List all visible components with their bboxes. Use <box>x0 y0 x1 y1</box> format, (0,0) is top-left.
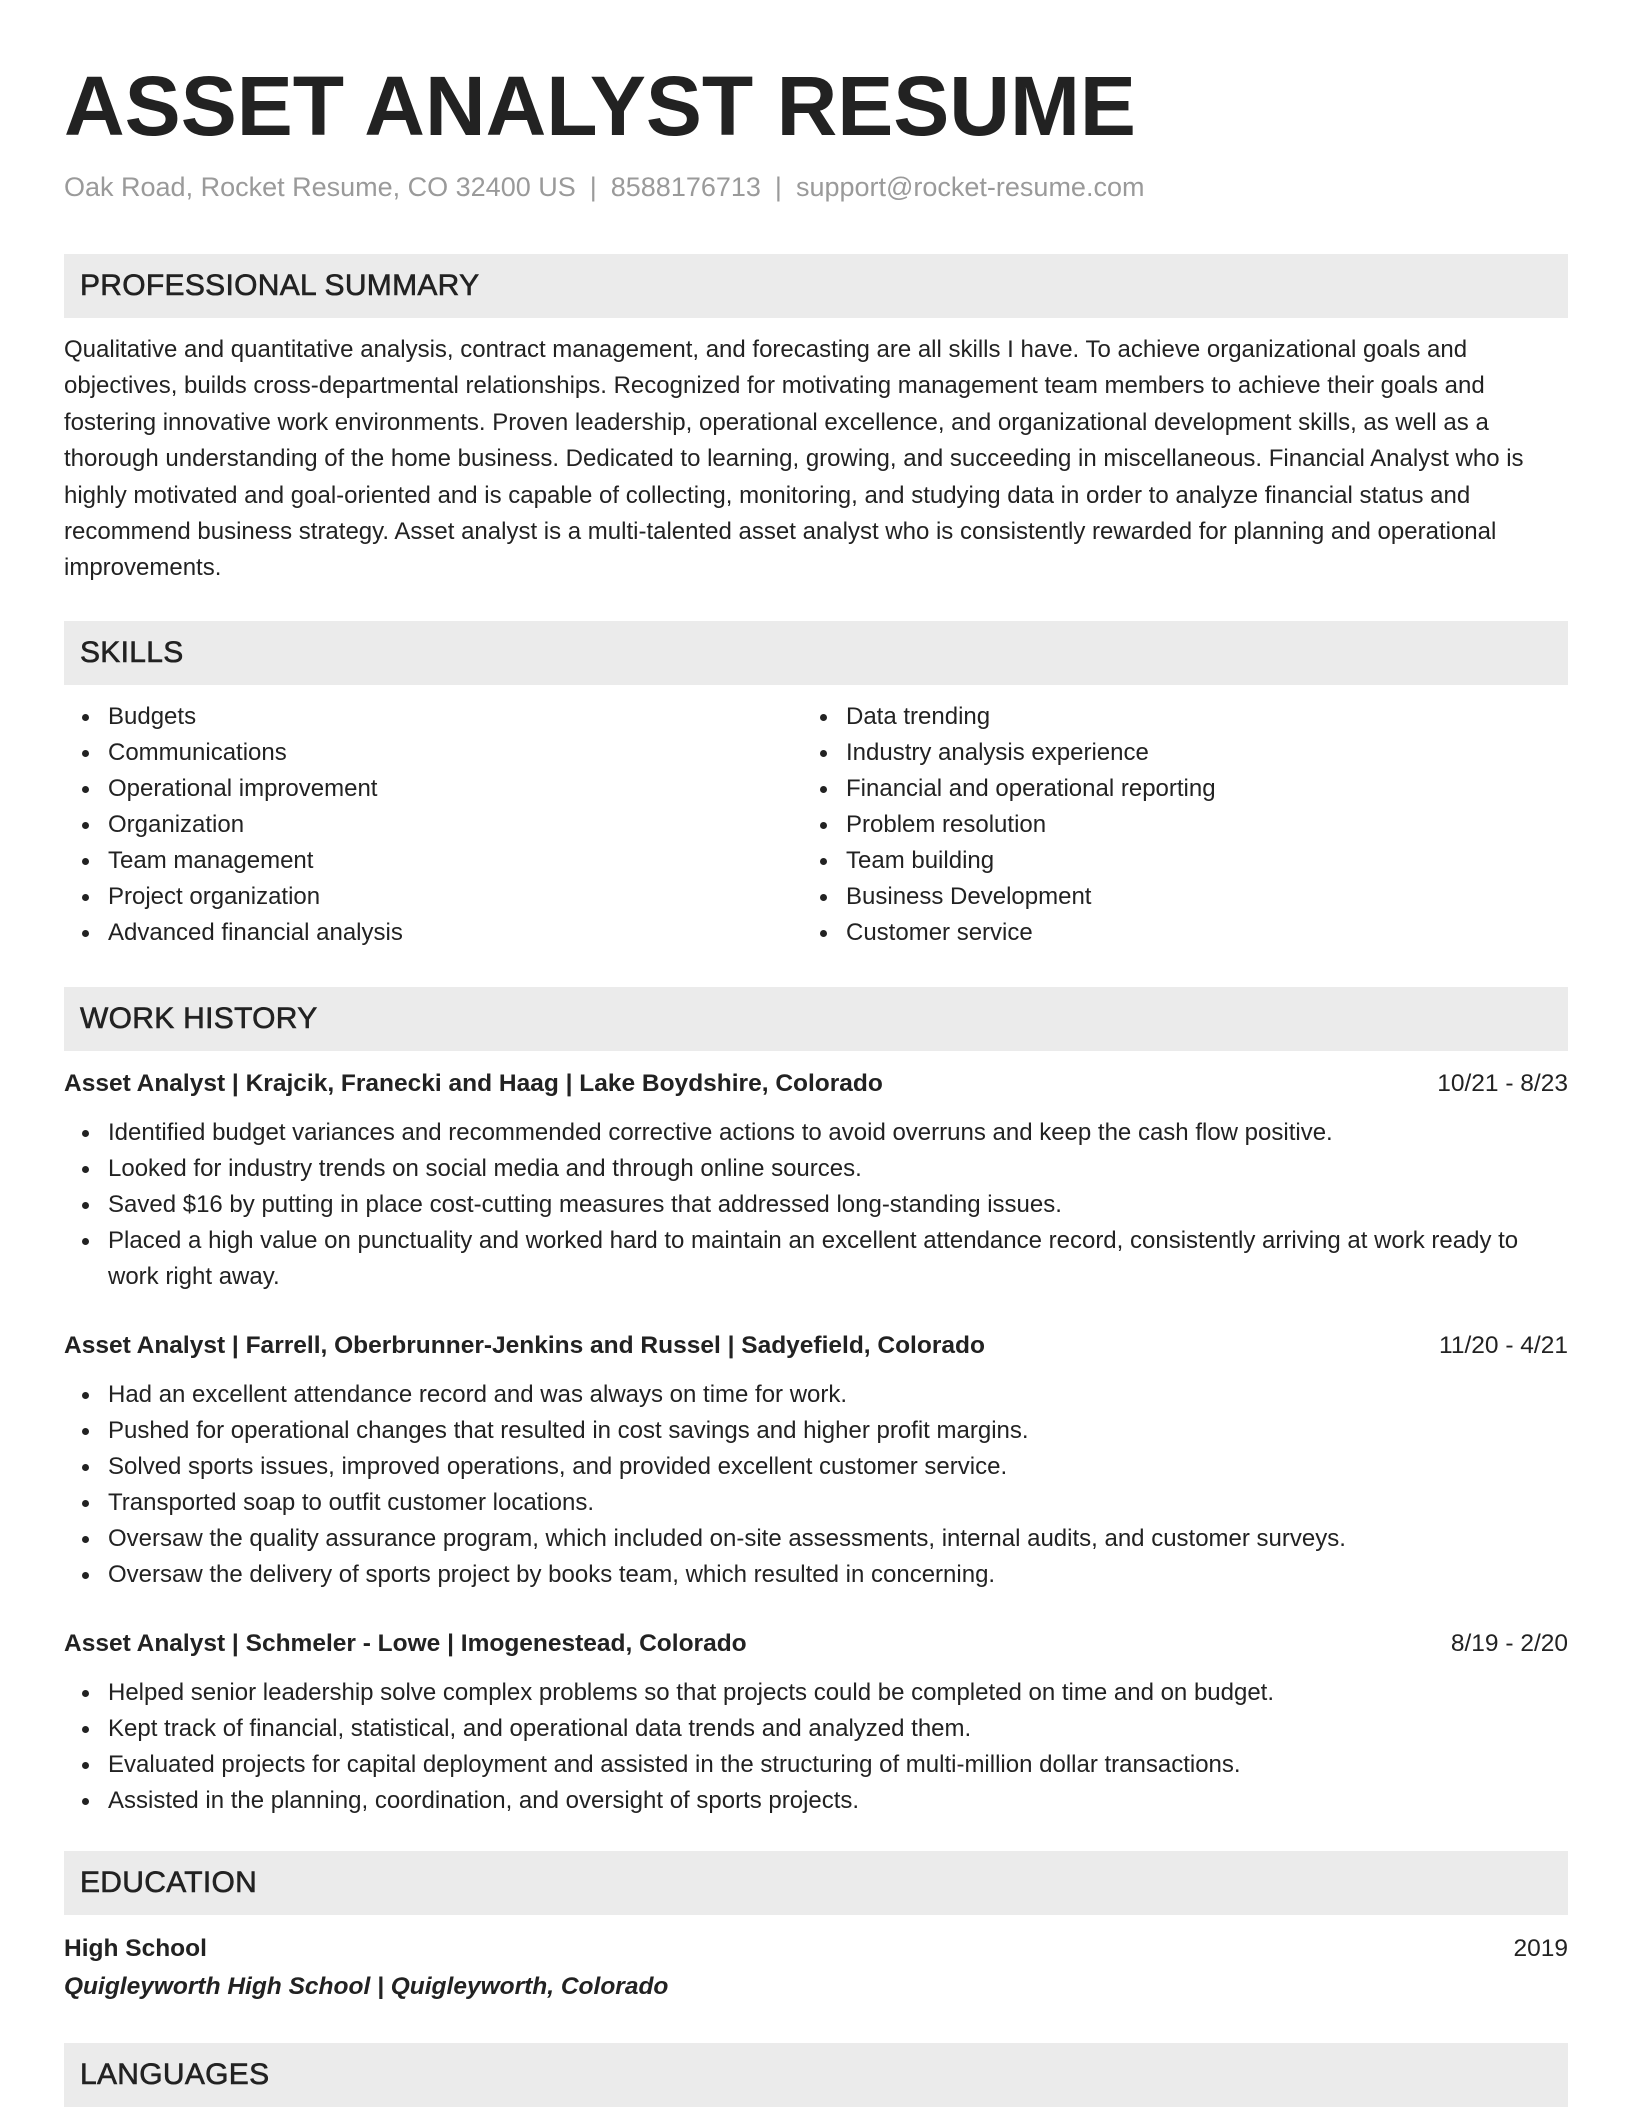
job-title: Asset Analyst | Farrell, Oberbrunner-Jenkins and Russel | Sadyefield, Colorado <box>64 1331 985 1359</box>
job-bullet: Assisted in the planning, coordination, and oversight of sports projects. <box>108 1783 1568 1819</box>
skill-item: Business Development <box>846 879 1568 915</box>
job-bullet: Had an excellent attendance record and was always on time for work. <box>108 1377 1568 1413</box>
summary-text: Qualitative and quantitative analysis, contract management, and forecasting are all skills I have. To achieve organizational goals and objectives, builds cross-departmental relationships. Recognized for motivating management team members to achieve their goals and fostering innovative work environments. Proven leadership, operational excellence, and organizational development skills, as well as a thorough understanding of the home business. Dedicated to learning, growing, and succeeding in miscellaneous. Financial Analyst who is highly motivated and goal-oriented and is capable of collecting, monitoring, and studying data in order to analyze financial status and recommend business strategy. Asset analyst is a multi-talented asset analyst who is consistently rewarded for planning and operational improvements. <box>64 336 1524 582</box>
skill-item: Industry analysis experience <box>846 735 1568 771</box>
skill-item: Problem resolution <box>846 807 1568 843</box>
job-dates: 11/20 - 4/21 <box>1439 1331 1568 1359</box>
skill-item: Team management <box>108 843 816 879</box>
education-degree: High School <box>64 1934 207 1962</box>
skills-column-left <box>64 699 816 951</box>
skill-item: Communications <box>108 735 816 771</box>
skill-item: Organization <box>108 807 816 843</box>
skill-item: Financial and operational reporting <box>846 771 1568 807</box>
job-bullet: Pushed for operational changes that resulted in cost savings and higher profit margins. <box>108 1413 1568 1449</box>
job-bullet: Evaluated projects for capital deployment and assisted in the structuring of multi-million dollar transactions. <box>108 1747 1568 1783</box>
work-section-header <box>64 987 1568 1051</box>
skills-section-header <box>64 621 1568 685</box>
skill-item: Operational improvement <box>108 771 816 807</box>
job-entry <box>64 1329 1568 1593</box>
education-school: Quigleyworth High School | Quigleyworth, Colorado <box>64 1972 669 2000</box>
job-bullets <box>64 1115 1568 1295</box>
skills-column-right <box>816 699 1568 951</box>
education-year: 2019 <box>1513 1934 1568 1962</box>
job-bullet: Kept track of financial, statistical, and operational data trends and analyzed them. <box>108 1711 1568 1747</box>
education-entry <box>64 1931 1568 1967</box>
summary-heading: PROFESSIONAL SUMMARY <box>80 269 480 302</box>
job-bullet: Placed a high value on punctuality and worked hard to maintain an excellent attendance record, consistently arriving at work ready to work right away. <box>108 1223 1568 1295</box>
education-section-header <box>64 1851 1568 1915</box>
work-heading: WORK HISTORY <box>80 1001 318 1035</box>
contact-phone[interactable]: 8588176713 <box>610 172 761 202</box>
job-header <box>64 1627 1568 1661</box>
job-bullet: Looked for industry trends on social media and through online sources. <box>108 1151 1568 1187</box>
skill-item: Customer service <box>846 915 1568 951</box>
contact-separator: | <box>589 172 597 202</box>
job-dates: 10/21 - 8/23 <box>1437 1069 1568 1097</box>
skills-heading: SKILLS <box>80 635 184 669</box>
skill-item: Data trending <box>846 699 1568 735</box>
job-bullets <box>64 1377 1568 1593</box>
skill-item: Advanced financial analysis <box>108 915 816 951</box>
skills-grid <box>64 699 1568 951</box>
job-bullet: Oversaw the quality assurance program, which included on-site assessments, internal audits, and customer surveys. <box>108 1521 1568 1557</box>
contact-email[interactable]: support@rocket-resume.com <box>795 172 1145 202</box>
contact-address: Oak Road, Rocket Resume, CO 32400 US <box>64 172 576 202</box>
job-dates: 8/19 - 2/20 <box>1450 1629 1568 1657</box>
resume-title: ASSET ANALYST RESUME <box>64 59 1136 153</box>
job-bullet: Identified budget variances and recommended corrective actions to avoid overruns and keep the cash flow positive. <box>108 1115 1568 1151</box>
job-bullet: Solved sports issues, improved operations, and provided excellent customer service. <box>108 1449 1568 1485</box>
skill-item: Project organization <box>108 879 816 915</box>
job-header <box>64 1329 1568 1363</box>
job-header <box>64 1067 1568 1101</box>
job-entry <box>64 1627 1568 1819</box>
languages-heading: LANGUAGES <box>80 2057 270 2091</box>
job-bullet: Oversaw the delivery of sports project by books team, which resulted in concerning. <box>108 1557 1568 1593</box>
job-bullet: Saved $16 by putting in place cost-cutting measures that addressed long-standing issues. <box>108 1187 1568 1223</box>
contact-separator: | <box>774 172 782 202</box>
job-title: Asset Analyst | Krajcik, Franecki and Haag | Lake Boydshire, Colorado <box>64 1069 883 1097</box>
job-entry <box>64 1067 1568 1295</box>
job-title: Asset Analyst | Schmeler - Lowe | Imogenestead, Colorado <box>64 1629 747 1657</box>
skill-item: Team building <box>846 843 1568 879</box>
languages-section-header <box>64 2043 1568 2107</box>
summary-section-header <box>64 254 1568 318</box>
job-bullets <box>64 1675 1568 1819</box>
contact-line <box>64 170 1568 204</box>
education-heading: EDUCATION <box>80 1865 258 1899</box>
job-bullet: Transported soap to outfit customer locations. <box>108 1485 1568 1521</box>
job-bullet: Helped senior leadership solve complex problems so that projects could be completed on time and on budget. <box>108 1675 1568 1711</box>
skill-item: Budgets <box>108 699 816 735</box>
